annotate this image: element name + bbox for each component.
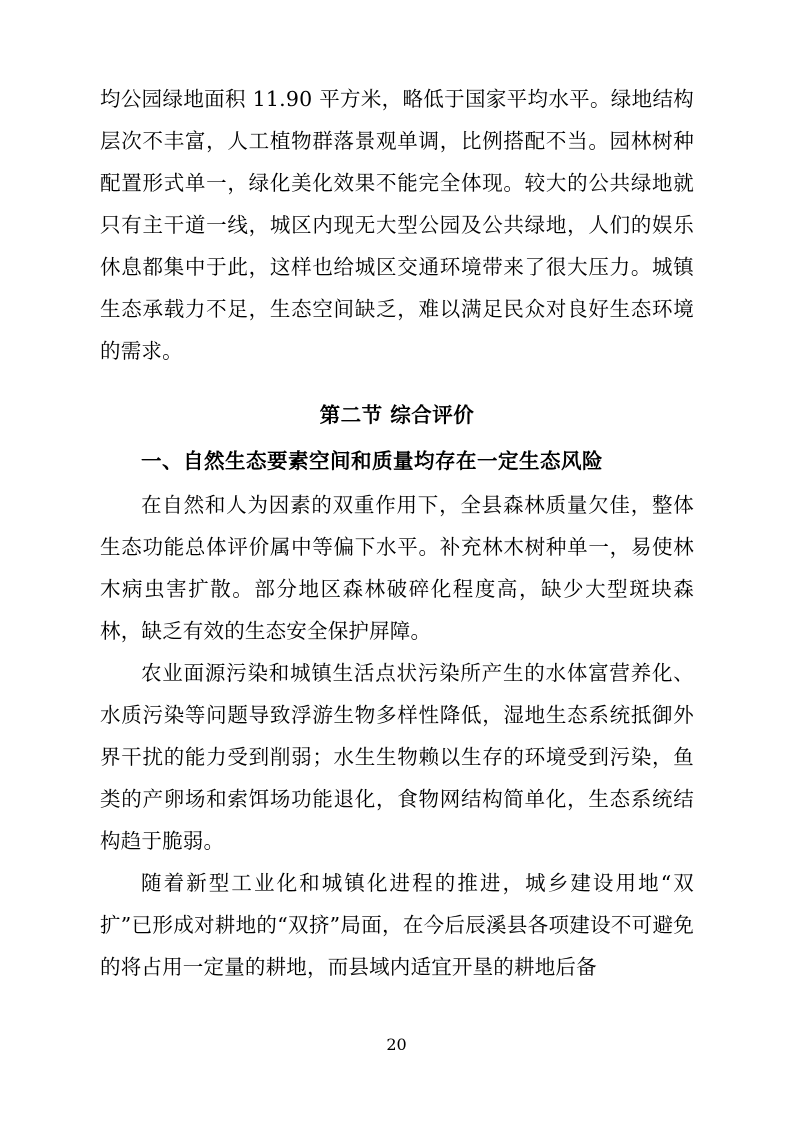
page-body — [100, 78, 694, 988]
body-paragraph: 均公园绿地面积 11.90 平方米，略低于国家平均水平。绿地结构层次不丰富，人工植物群落景观单调，比例搭配不当。园林树种配置形式单一，绿化美化效果不能完全体现。较大的公共绿地就只有主干道一线，城区内现无大型公园及公共绿地，人们的娱乐休息都集中于此，这样也给城区交通环境带来了很大压力。城镇生态承载力不足，生态空间缺乏，难以满足民众对良好生态环境的需求。 — [100, 87, 694, 363]
body-paragraph: 农业面源污染和城镇生活点状污染所产生的水体富营养化、水质污染等问题导致浮游生物多样性降低，湿地生态系统抵御外界干扰的能力受到削弱；水生生物赖以生存的环境受到污染，鱼类的产卵场和索饵场功能退化，食物网结构简单化，生态系统结构趋于脆弱。 — [100, 661, 694, 853]
body-paragraph: 在自然和人为因素的双重作用下，全县森林质量欠佳，整体生态功能总体评价属中等偏下水平。补充林木树种单一，易使林木病虫害扩散。部分地区森林破碎化程度高，缺少大型斑块森林，缺乏有效的生态安全保护屏障。 — [100, 493, 694, 643]
page-number: 20 — [386, 1035, 407, 1054]
section-heading: 第二节 综合评价 — [319, 403, 475, 427]
subsection-heading: 一、自然生态要素空间和质量均存在一定生态风险 — [141, 449, 603, 473]
body-paragraph: 随着新型工业化和城镇化进程的推进，城乡建设用地“双扩”已形成对耕地的“双挤”局面，在今后辰溪县各项建设不可避免的将占用一定量的耕地，而县域内适宜开垦的耕地后备 — [100, 871, 694, 979]
